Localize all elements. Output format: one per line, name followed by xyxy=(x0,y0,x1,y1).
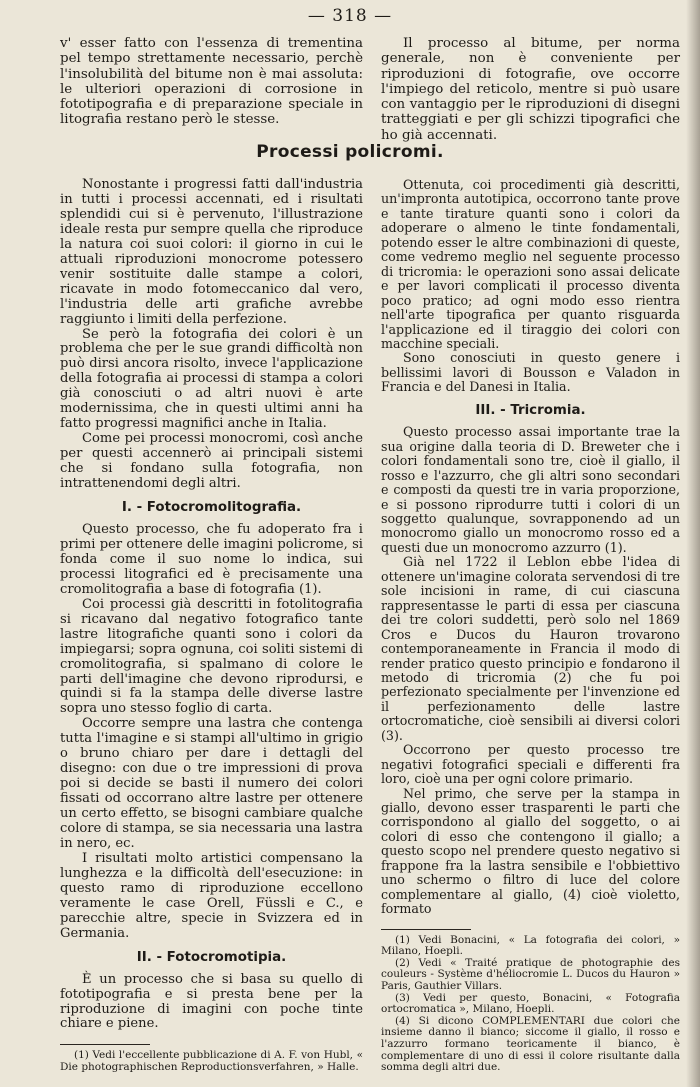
footnote: (1) Vedi Bonacini, « La fotografia dei colori, » Milano, Hoepli. xyxy=(381,933,680,958)
page-edge-shadow xyxy=(686,0,700,1087)
footnote: (2) Vedi « Traité pratique de photographie des couleurs - Système d'héliocromie L. Ducos du Hauron » Paris, Gauthier Villars. xyxy=(381,956,680,993)
footnote: (3) Vedi per questo, Bonacini, « Fotografia ortocromatica », Milano, Hoepli. xyxy=(381,991,680,1016)
footnotes xyxy=(381,935,680,1074)
right-column xyxy=(381,178,680,1074)
paragraph: Questo processo assai importante trae la sua origine dalla teoria di D. Breweter che i colori fondamentali sono tre, cioè il giallo, il rosso e l'azzurro, che gli altri sono secondari e composti da questi tre in varia proporzione, e si possono riprodurre tutti i colori di un soggetto qualunque, sovrapponendo ad un monocromo giallo un monocromo rosso ed a questi due un monocromo azzurro (1). xyxy=(381,424,680,555)
paragraph: I risultati molto artistici compensano la lunghezza e la difficoltà dell'esecuzione: in questo ramo di riproduzione eccellono veramente le case Orell, Füssli e C., e parecchie altre, specie in Svizzera ed in Germania. xyxy=(60,850,363,941)
paragraph: v' esser fatto con l'essenza di trementina pel tempo strettamente necessario, perchè l'insolubilità del bitume non è mai assoluta: le ulteriori operazioni di corrosione in fototipografia e di preparazione speciale in litografia restano però le stesse. xyxy=(60,36,363,128)
footnote-rule xyxy=(60,1044,150,1045)
page-number: — 318 — xyxy=(307,6,393,26)
paragraph: Questo processo, che fu adoperato fra i primi per ottenere delle imagini policrome, si fonda come il suo nome lo indica, sui processi litografici ed è precisamente una cromolitografia a base di fotografia (1). xyxy=(60,521,363,597)
paragraph: Occorre sempre una lastra che contenga tutta l'imagine e si stampi all'ultimo in grigio o bruno chiaro per dare i dettagli del disegno: con due o tre impressioni di prova poi si decide se basti il numero dei colori fissati od occorrano altre lastre per ottenere un certo effetto, se bisogni cambiare qualche colore di stampa, se sia necessaria una lastra in nero, ec. xyxy=(60,716,363,851)
section-heading: III. - Tricromia. xyxy=(475,402,586,418)
top-left-column xyxy=(60,36,363,128)
paragraph: Se però la fotografia dei colori è un problema che per le sue grandi difficoltà non può dirsi ancora risolto, invece l'applicazione della fotografia ai processi di stampa a colori già conosciuti o ad altri nuovi è arte modernissima, che in questi ultimi anni ha fatto progressi magnifici anche in Italia. xyxy=(60,326,363,432)
paragraph: Nonostante i progressi fatti dall'industria in tutti i processi accennati, ed i risultati splendidi cui si è pervenuto, l'illustrazione ideale resta pur sempre quella che riproduce la natura coi suoi colori: il giorno in cui le attuali riproduzioni monocrome potessero venir sostituite dalle stampe a colori, ricavate in modo fotomeccanico dal vero, l'industria delle arti grafiche avrebbe raggiunto i limiti della perfezione. xyxy=(60,177,363,327)
footnote-rule xyxy=(381,929,471,930)
section-heading: I. - Fotocromolitografia. xyxy=(121,500,302,516)
footnote: (1) Vedi l'eccellente pubblicazione di A. F. von Hubl, « Die photographischen Reproductionsverfahren, » Halle. xyxy=(60,1049,363,1074)
left-column xyxy=(60,178,363,1074)
paragraph: Come pei processi monocromi, così anche per questi accennerò ai principali sistemi che si fondano sulla fotografia, non intrattenendomi degli altri. xyxy=(60,431,363,492)
paragraph: È un processo che si basa su quello di fototipografia e si presta bene per la riproduzione di imagini con poche tinte chiare e piene. xyxy=(60,971,363,1032)
top-right-column xyxy=(381,36,680,143)
paragraph: Occorrono per questo processo tre negativi fotografici speciali e differenti fra loro, cioè una per ogni colore primario. xyxy=(381,742,680,787)
footnotes xyxy=(60,1050,363,1073)
footnote: (4) Si dicono COMPLEMENTARI due colori che insieme danno il bianco; siccome il giallo, il rosso e l'azzurro formano teoricamente il bianco, è complementare di uno di essi il colore risultante dalla somma degli altri due. xyxy=(381,1014,680,1074)
paragraph: Coi processi già descritti in fotolitografia si ricavano dal negativo fotografico tante lastre litografiche quanti sono i colori da impiegarsi; sopra ognuna, coi soliti sistemi di cromolitografia, si spalmano di colore le parti dell'imagine che devono riprodursi, e quindi si fa la stampa delle diverse lastre sopra uno stesso foglio di carta. xyxy=(60,596,363,717)
paragraph: Già nel 1722 il Leblon ebbe l'idea di ottenere un'imagine colorata servendosi di tre sole incisioni in rame, di cui ciascuna rappresentasse le parti di essa per ciascuna dei tre colori suddetti, però solo nel 1869 Cros e Ducos du Hauron trovarono contemporaneamente in Francia il modo di render pratico questo principio e fondarono il metodo di tricromia (2) che fu poi perfezionato specialmente per l'invenzione ed il perfezionamento delle lastre ortocromatiche, cioè sensibili ai diversi colori (3). xyxy=(381,554,680,743)
chapter-title: Processi policromi. xyxy=(256,142,444,162)
section-heading: II. - Fotocromotipia. xyxy=(136,949,287,965)
paragraph: Nel primo, che serve per la stampa in giallo, devono esser trasparenti le parti che corrispondono al giallo del soggetto, o ai colori di esso che contengono il giallo; a questo scopo nel prendere questo negativo si frappone fra la lastra sensibile e l'obbiettivo uno schermo o filtro di luce del colore complementare al giallo, (4) cioè violetto, formato xyxy=(381,785,680,917)
paragraph: Il processo al bitume, per norma generale, non è conveniente per riproduzioni di fotografie, ove occorre l'impiego del reticolo, mentre si può usare con vantaggio per le riproduzioni di disegni tratteggiati e per gli schizzi tipografici che ho già accennati. xyxy=(381,36,680,143)
paragraph: Ottenuta, coi procedimenti già descritti, un'impronta autotipica, occorrono tante prove e tante tirature quanti sono i colori da adoperare o almeno le tinte fondamentali, potendo esser le altre combinazioni di queste, come vedremo meglio nel seguente processo di tricromia: le operazioni sono assai delicate e per lavori complicati il processo diventa poco pratico; ad ogni modo esso rientra nell'arte tipografica per quanto risguarda l'applicazione ed il tiraggio dei colori con macchine speciali. xyxy=(381,177,680,351)
paragraph: Sono conosciuti in questo genere i bellissimi lavori di Bousson e Valadon in Francia e del Danesi in Italia. xyxy=(381,350,680,395)
